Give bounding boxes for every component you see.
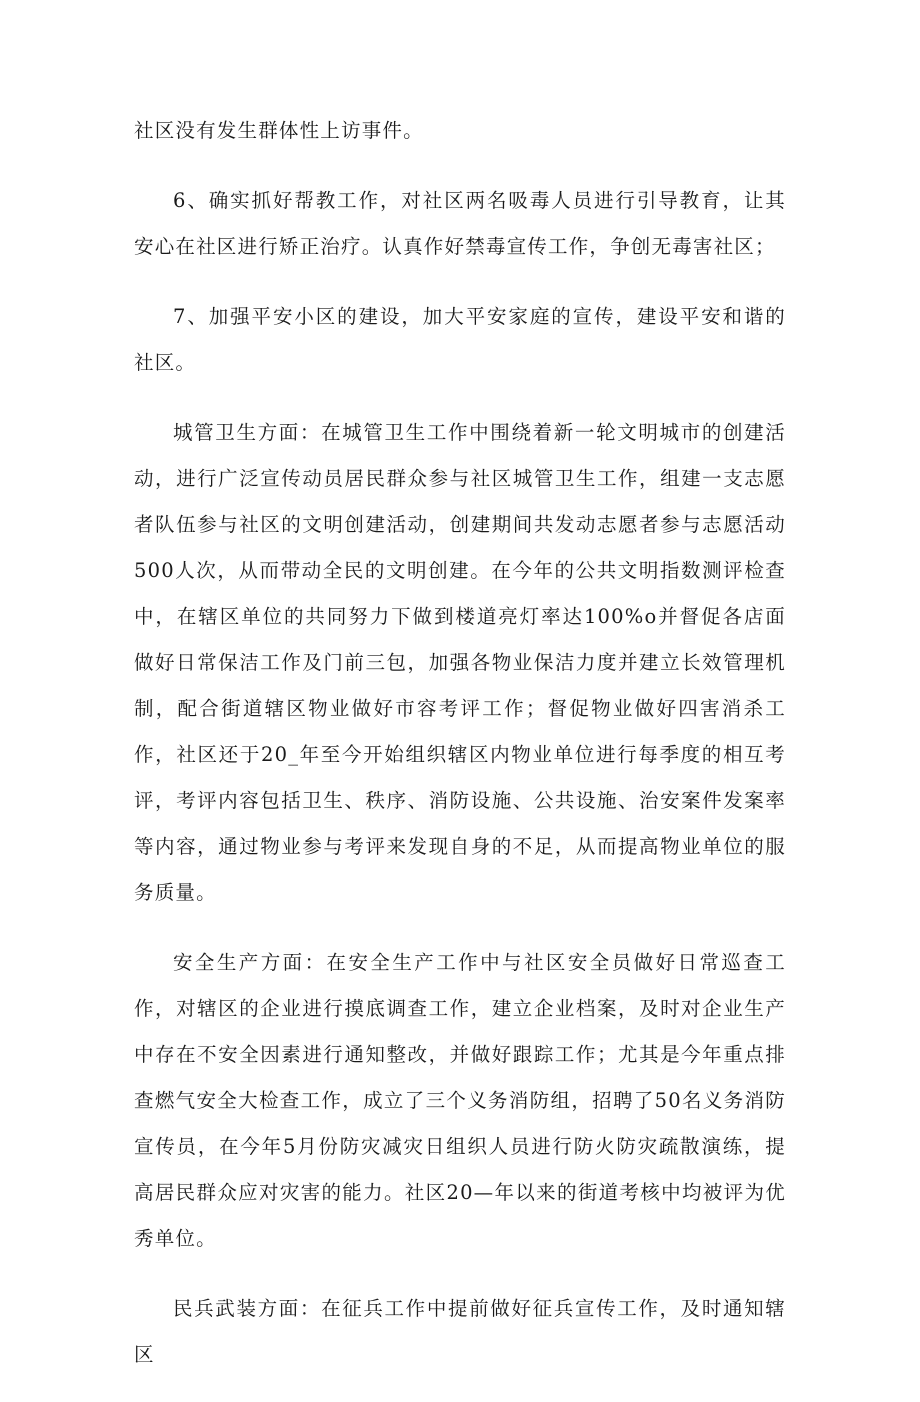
paragraph-continuation: 社区没有发生群体性上访事件。: [134, 119, 424, 142]
paragraph-item-7: 7、加强平安小区的建设，加大平安家庭的宣传，建设平安和谐的社区。: [134, 305, 786, 374]
paragraph-item-6: 6、确实抓好帮教工作，对社区两名吸毒人员进行引导教育，让其安心在社区进行矫正治疗。认真作好禁毒宣传工作，争创无毒害社区；: [134, 189, 786, 258]
paragraph-urban-sanitation: 城管卫生方面：在城管卫生工作中围绕着新一轮文明城市的创建活动，进行广泛宣传动员居民群众参与社区城管卫生工作，组建一支志愿者队伍参与社区的文明创建活动，创建期间共发动志愿者参与志愿活动500人次，从而带动全民的文明创建。在今年的公共文明指数测评检查中，在辖区单位的共同努力下做到楼道亮灯率达100%o并督促各店面做好日常保洁工作及门前三包，加强各物业保洁力度并建立长效管理机制，配合街道辖区物业做好市容考评工作；督促物业做好四害消杀工作，社区还于20_年至今开始组织辖区内物业单位进行每季度的相互考评，考评内容包括卫生、秩序、消防设施、公共设施、治安案件发案率等内容，通过物业参与考评来发现自身的不足，从而提高物业单位的服务质量。: [134, 421, 786, 904]
paragraph-safety-production: 安全生产方面：在安全生产工作中与社区安全员做好日常巡查工作，对辖区的企业进行摸底调查工作，建立企业档案，及时对企业生产中存在不安全因素进行通知整改，并做好跟踪工作；尤其是今年重点排查燃气安全大检查工作，成立了三个义务消防组，招聘了50名义务消防宣传员，在今年5月份防灾减灾日组织人员进行防火防灾疏散演练，提高居民群众应对灾害的能力。社区20—年以来的街道考核中均被评为优秀单位。: [134, 951, 786, 1250]
paragraph-militia: 民兵武装方面：在征兵工作中提前做好征兵宣传工作，及时通知辖区: [134, 1297, 786, 1366]
document-body: [134, 108, 786, 1402]
